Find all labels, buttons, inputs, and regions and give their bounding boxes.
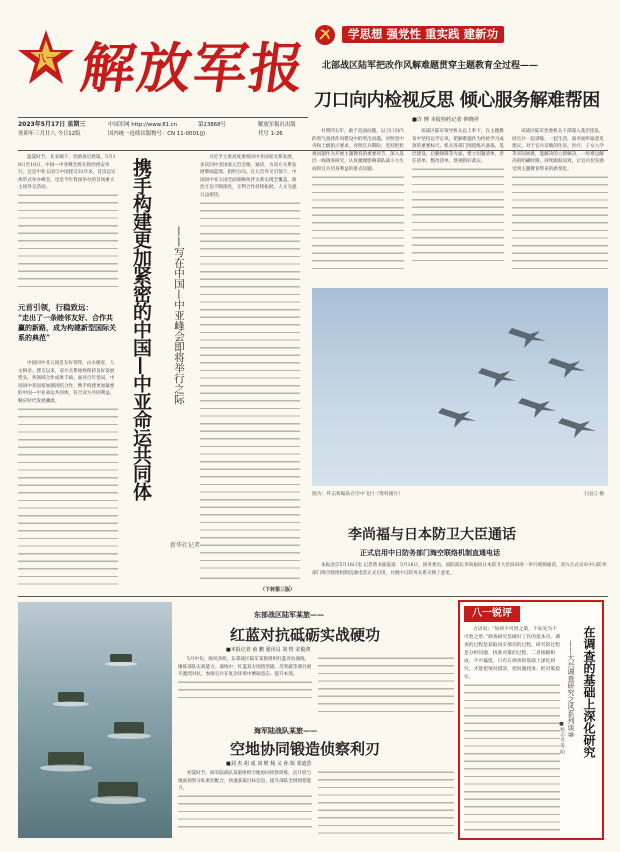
masthead-info — [18, 121, 308, 143]
headline: 红蓝对抗砥砺实战硬功 — [230, 626, 381, 644]
emblem-label: 八一 — [36, 54, 56, 65]
aircraft-photo — [312, 288, 608, 486]
photo-credit: 王国云 摄 — [583, 492, 604, 497]
slogan-banner — [312, 22, 608, 48]
issue-number: 第23868号 — [198, 122, 226, 128]
paragraph: 对照四五年，敢于直面问题，以刀口向内的勇气查找作风建设中的突出问题。对照党中央和上级指示要求，对照官兵期盼，坚持把检视问题作为开展主题教育的重要环节，深入基层一线调查研究，认真梳理影响部队战斗力生成和官兵切身利益的难点问题。 — [312, 129, 404, 172]
caption-text: 图为：歼击机编队在空中飞行（资料图片） — [312, 492, 404, 497]
pull-quote-label: 元首引领，行稳致远： — [18, 303, 93, 312]
kicker: 海军陆战队某旅—— — [254, 726, 317, 735]
story-col-2 — [318, 770, 454, 838]
paragraph: 本报北京5月16日电 记者黄书波报道：5月16日，国务委员、国防部长李尚福同日本防卫大臣滨田靖一举行视频通话，双方正式宣布中日防务部门海空联络机制直通电话正式启用，并就中日防务关系交换了意见。 — [312, 563, 607, 576]
website-link[interactable]: 中国军网 http://www.81.cn — [108, 122, 178, 128]
story-col-1 — [178, 656, 312, 712]
postal-code: 代号 1-26 — [258, 131, 283, 137]
paragraph: 该战区陆军领导机关以上率下，在主题教育中坚持以学正风，把解难题作为检验学习成效的重要标尺。机关各部门围绕练兵备战、基层建设、后勤保障等方面，建立问题清单、责任清单、整改清单，逐项抓好落实。 — [412, 129, 504, 165]
publisher: 解放军报社出版 — [258, 122, 296, 128]
bayi-star-emblem-icon — [16, 28, 76, 88]
paragraph: 5月中旬，海风劲吹，东部战区陆军某旅组织红蓝对抗演练，锤炼部队实战能力。演练中，红蓝双方围绕突破、反突破等课目展开激烈对抗，参演官兵在复杂环境中磨砺意志、提升本领。 — [178, 657, 312, 678]
amphibious-vehicles-photo — [18, 602, 172, 838]
mid-right-body — [312, 562, 608, 590]
commentary-headline: 在调查的基础上深化研究 — [582, 626, 596, 758]
story-col-1 — [178, 770, 312, 838]
newspaper-title: 解放军报 — [77, 36, 311, 100]
commentary-author: ■杨志龙 晏 阳 — [559, 722, 564, 755]
commentary-box — [458, 600, 604, 840]
pull-quote — [18, 302, 120, 358]
byline: ■本报记者 俞 鹏 通讯员 刘 煜 宋俊鸿 — [226, 647, 311, 653]
story-col-2 — [318, 656, 454, 712]
paragraph: 盛夏时节，长安城下，丝路再启新篇。5月18日至19日，中国—中亚峰会将在陕西西安举行。这是中亚五国与中国建交31年来，首次以实体形式举办峰会，也是今年我国举办的首场重大主场外交活动。 — [18, 155, 116, 191]
kicker: 东部战区陆军某旅—— — [254, 610, 324, 619]
main-byline: 新华社记者 — [170, 542, 201, 549]
headline: 李尚福与日本防卫大臣通话 — [348, 527, 516, 543]
bottom-left-story — [178, 602, 454, 714]
divider — [18, 150, 608, 151]
headline: 刀口向内检视反思 倾心服务解难帮困 — [314, 90, 600, 111]
divider — [18, 596, 608, 597]
main-subhead: ——写在中国—中亚峰会即将举行之际 — [173, 226, 185, 405]
fighter-jets-illustration — [312, 288, 608, 486]
paragraph: 初夏时节，海军陆战队某旅组织空地协同侦察训练，直升机与地面侦察分队密切配合，快速获取目标信息，提升部队全域侦察能力。 — [178, 771, 312, 792]
main-story-lead — [18, 154, 118, 300]
lunar-date: 癸卯年三月廿八 今日12版 — [18, 131, 81, 137]
byline: ■许 博 本报特约记者 钟晓祥 — [412, 117, 479, 123]
continued-note: （下转第三版） — [260, 587, 296, 593]
column-tag — [464, 606, 520, 622]
mid-right-story — [312, 504, 608, 564]
commentary-body — [464, 626, 560, 836]
pull-quote-text: “走出了一条睦邻友好、合作共赢的新路，成为构建新型国际关系的典范” — [18, 313, 116, 342]
paragraph: 中国同中亚五国是友好邻邦，山水相连，人文相亲。建交以来，双方关系始终保持良好发展势头，各领域合作成果丰硕。面对百年变局，中国同中亚国家加强团结合作，携手构建更加紧密的中国—中亚命运共同体，符合双方共同利益，顺应时代发展潮流。 — [18, 361, 115, 404]
paragraph: 该战区陆军党委机关干部深入基层连队，同官兵一起训练、一起生活，面对面听取意见建议。对于官兵反映的住房、医疗、子女入学等实际困难，能解决的立即解决，一时难以解决的明确时限，持续跟踪问效，让官兵切实感受到主题教育带来的新变化。 — [512, 129, 604, 172]
photo-caption — [312, 490, 608, 500]
paragraph: 古语说：“如将不可胜之策，不如先为不可胜之形。”调查研究是做好工作的基本功，调查的过程是获取真实情况的过程，研究的过程是分析问题、找准对策的过程，二者相辅相成、不可偏废。只有在调查的基础上深化研究，才能把情况摸清、把问题找准、把对策提实。 — [464, 627, 560, 680]
main-headline: 携手构建更加紧密的中国—中亚命运共同体 — [130, 158, 152, 500]
main-story-body — [18, 360, 118, 586]
issue-date: 2023年5月17日 星期三 — [18, 121, 86, 128]
main-story-col-2 — [200, 154, 300, 574]
subhead: 正式启用中日防务部门海空联络机制直通电话 — [360, 548, 500, 557]
commentary-series: ——大兴调查研究之风系列谈⑩ — [567, 640, 575, 739]
headline: 空地协同锻造侦察利刃 — [230, 740, 381, 758]
column-tag-text: 八一锐评 — [472, 608, 512, 619]
vehicles-illustration — [18, 602, 172, 838]
paragraph: 习近平主席高度重视同中亚国家关系发展，多次同中亚国家元首会晤、通话，为双方关系发展擘画蓝图、指明方向。在元首外交引领下，中国同中亚五国全面战略伙伴关系实现全覆盖，政治互信不断深化，互利合作持续拓展，人文交流日益密切。 — [200, 155, 297, 198]
byline: ■刘 杰 胡 成 刘 维 杨 义 孙 锐 张迪浩 — [226, 761, 312, 767]
bottom-left-story-2 — [178, 716, 454, 840]
slogan-text: 学思想 强党性 重实践 建新功 — [342, 26, 504, 43]
top-right-story — [312, 58, 608, 288]
party-emblem-icon — [314, 24, 336, 46]
cn-number: 国内统一连续出版物号：CN 11-0001(J) — [108, 131, 206, 137]
divider — [18, 117, 308, 118]
kicker: 北部战区陆军把改作风解难题贯穿主题教育全过程—— — [322, 61, 539, 71]
